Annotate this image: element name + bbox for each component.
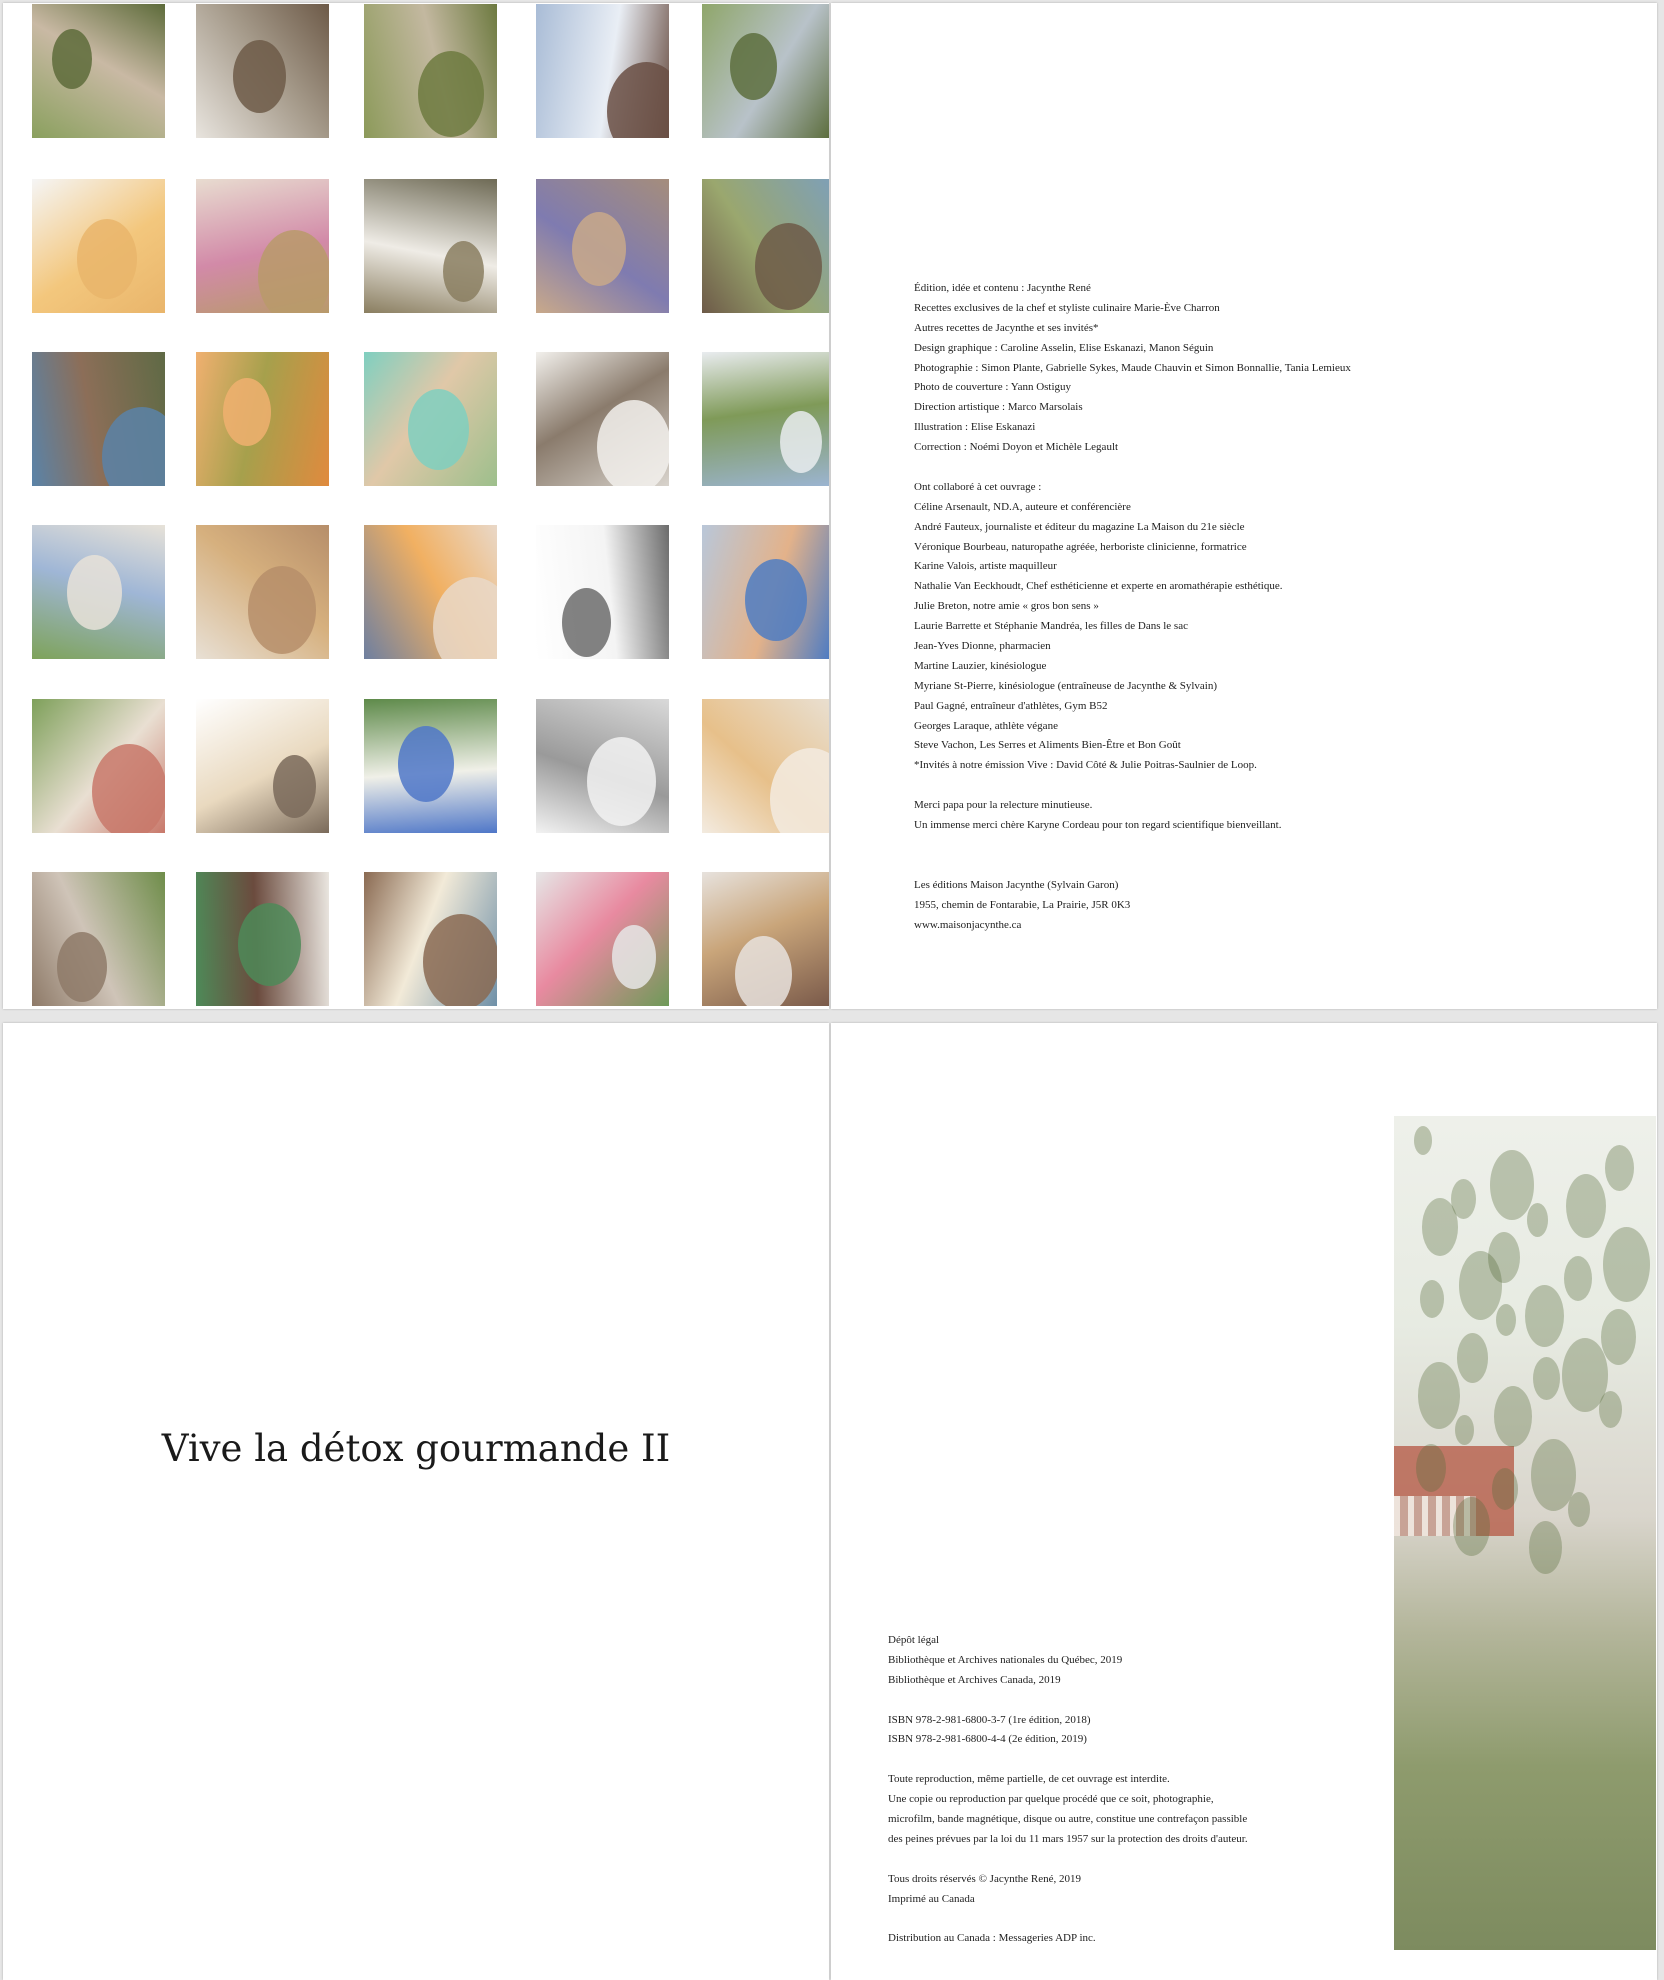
foliage-blob xyxy=(1494,1386,1532,1447)
photo-subject xyxy=(755,223,822,310)
photo-woman-picking-flowers xyxy=(364,4,497,138)
photo-chickens xyxy=(364,179,497,313)
collaborator-line: Georges Laraque, athlète végane xyxy=(914,719,1058,732)
foliage-blob xyxy=(1568,1492,1590,1527)
photo-subject xyxy=(92,744,165,833)
photo-subject xyxy=(223,378,271,446)
foliage-blob xyxy=(1459,1251,1502,1320)
photo-mirror-interior xyxy=(196,4,329,138)
depot-heading: Dépôt légal xyxy=(888,1634,940,1646)
photo-winter-sunset xyxy=(364,525,497,659)
photo-woman-with-sheep xyxy=(32,525,165,659)
collaborator-line: Laurie Barrette et Stéphanie Mandréa, les filles de Dans le sac xyxy=(914,620,1188,633)
photo-wildflowers xyxy=(364,699,497,833)
credits-block xyxy=(914,279,1634,935)
foliage-blob xyxy=(1533,1357,1560,1400)
photo-tray-of-petals xyxy=(196,179,329,313)
photo-wooden-blocks xyxy=(702,872,829,1006)
publisher-block xyxy=(914,876,1634,936)
foliage-blob xyxy=(1422,1198,1458,1256)
thanks-line: Merci papa pour la relecture minutieuse. xyxy=(914,799,1093,812)
photo-subject xyxy=(572,212,626,286)
title-page xyxy=(3,1023,829,1980)
book-title: Vive la détox gourmande II xyxy=(161,1427,671,1470)
collaborator-line: Karine Valois, artiste maquilleur xyxy=(914,560,1057,573)
photo-heart-on-door xyxy=(364,872,497,1006)
photo-subject xyxy=(730,33,777,100)
credits-list xyxy=(914,279,1634,458)
photo-subject xyxy=(258,230,329,313)
photo-subject xyxy=(57,932,107,1002)
photo-rose-pruning xyxy=(536,872,669,1006)
collaborator-line: Véronique Bourbeau, naturopathe agréée, herboriste clinicienne, formatrice xyxy=(914,540,1247,553)
credits-page xyxy=(831,3,1657,1009)
collaborator-line: Steve Vachon, Les Serres et Aliments Bien-Être et Bon Goût xyxy=(914,739,1181,752)
credit-line: Direction artistique : Marco Marsolais xyxy=(914,401,1083,414)
photo-envelope xyxy=(32,179,165,313)
photo-woman-hugging-dog xyxy=(364,352,497,486)
photo-book-cover xyxy=(196,699,329,833)
photo-subject xyxy=(780,411,822,473)
collaborators-list xyxy=(914,498,1634,776)
rights-line: microfilm, bande magnétique, disque ou autre, constitue une contrefaçon passible xyxy=(888,1813,1248,1826)
collaborator-line: Myriane St-Pierre, kinésiologue (entraîneuse de Jacynthe & Sylvain) xyxy=(914,679,1218,692)
rights-line: des peines prévues par la loi du 11 mars 1957 sur la protection des droits d'auteur. xyxy=(888,1832,1248,1845)
photo-subject xyxy=(52,29,92,89)
credit-line: Photographie : Simon Plante, Gabrielle Sykes, Maude Chauvin et Simon Bonnallie, Tania Lemieux xyxy=(914,361,1351,374)
photo-wood-oven xyxy=(32,352,165,486)
foliage-blob xyxy=(1457,1333,1488,1383)
photo-woman-carrying-basket xyxy=(32,699,165,833)
foliage-blob xyxy=(1605,1145,1634,1191)
photo-subject xyxy=(248,566,316,654)
publisher-address: 1955, chemin de Fontarabie, La Prairie, J5R 0K3 xyxy=(914,898,1131,911)
collaborator-line: Nathalie Van Eeckhoudt, Chef esthéticienne et experte en aromathérapie esthétique. xyxy=(914,580,1283,593)
photo-grid-page xyxy=(3,3,829,1009)
foliage-blob xyxy=(1414,1126,1432,1155)
legal-block xyxy=(888,1631,1328,1949)
photo-field-dog xyxy=(702,352,829,486)
collaborator-line: Paul Gagné, entraîneur d'athlètes, Gym B52 xyxy=(914,699,1108,712)
credit-line: Design graphique : Caroline Asselin, Elise Eskanazi, Manon Séguin xyxy=(914,341,1214,354)
photo-subject xyxy=(273,755,316,818)
photo-subject xyxy=(607,62,669,138)
thanks-line: Un immense merci chère Karyne Cordeau pour ton regard scientifique bienveillant. xyxy=(914,819,1282,832)
photo-subject xyxy=(735,936,792,1006)
photo-subject xyxy=(587,737,656,826)
photo-subject xyxy=(238,903,301,986)
collaborator-line: André Fauteux, journaliste et éditeur du magazine La Maison du 21e siècle xyxy=(914,520,1245,533)
rights-line: Une copie ou reproduction par quelque procédé que ce soit, photographie, xyxy=(888,1793,1214,1806)
photo-subject xyxy=(233,40,286,113)
foliage-blob xyxy=(1527,1203,1548,1237)
photo-subject xyxy=(443,241,484,302)
photo-woman-blonde-hair xyxy=(196,525,329,659)
collaborator-line: Julie Breton, notre amie « gros bon sens » xyxy=(914,600,1099,613)
thanks-block xyxy=(914,796,1634,836)
photo-subject xyxy=(408,389,469,470)
credit-line: Édition, idée et contenu : Jacynthe René xyxy=(914,282,1091,294)
foliage-blob xyxy=(1455,1415,1474,1445)
photo-subject xyxy=(433,577,497,659)
foliage-blob xyxy=(1601,1309,1636,1365)
isbn-line: ISBN 978-2-981-6800-3-7 (1re édition, 2018) xyxy=(888,1713,1091,1726)
foliage-blob xyxy=(1418,1362,1460,1429)
collaborator-line: *Invités à notre émission Vive : David Côté & Julie Poitras-Saulnier de Loop. xyxy=(914,759,1257,772)
printed-in-line: Imprimé au Canada xyxy=(888,1892,975,1905)
photo-dried-flowers-tray xyxy=(536,179,669,313)
foliage-blob xyxy=(1529,1521,1562,1574)
foliage-blob xyxy=(1566,1174,1606,1238)
foliage-blob xyxy=(1453,1497,1490,1556)
credit-line: Correction : Noémi Doyon et Michèle Legault xyxy=(914,441,1119,454)
credit-line: Illustration : Elise Eskanazi xyxy=(914,421,1036,434)
depot-line: Bibliothèque et Archives Canada, 2019 xyxy=(888,1673,1061,1686)
copyright-line: Tous droits réservés © Jacynthe René, 2019 xyxy=(888,1872,1082,1885)
collaborators-heading: Ont collaboré à cet ouvrage : xyxy=(914,480,1042,493)
isbn-line: ISBN 978-2-981-6800-4-4 (2e édition, 2019) xyxy=(888,1733,1087,1746)
distribution-line: Distribution au Canada : Messageries ADP inc. xyxy=(888,1932,1096,1945)
photo-notepad xyxy=(536,525,669,659)
publisher-website[interactable]: www.maisonjacynthe.ca xyxy=(914,918,1022,931)
photo-subject xyxy=(745,559,807,641)
birch-tree-photo xyxy=(1394,1116,1656,1950)
collaborator-line: Jean-Yves Dionne, pharmacien xyxy=(914,640,1051,653)
credit-line: Autres recettes de Jacynthe et ses invités* xyxy=(914,321,1099,334)
legal-page xyxy=(831,1023,1657,1980)
rights-line: Toute reproduction, même partielle, de cet ouvrage est interdite. xyxy=(888,1773,1170,1786)
photo-family-field xyxy=(702,4,829,138)
foliage-blob xyxy=(1490,1150,1534,1220)
photo-child-with-flower xyxy=(702,525,829,659)
photo-snowy-house-dog xyxy=(536,4,669,138)
foliage-blob xyxy=(1525,1285,1564,1347)
foliage-blob xyxy=(1492,1468,1518,1510)
photo-subject xyxy=(612,925,656,989)
photo-mother-daughter-tree xyxy=(32,4,165,138)
foliage-blob xyxy=(1420,1280,1444,1318)
photo-subject xyxy=(67,555,122,630)
foliage-blob xyxy=(1599,1391,1622,1428)
photo-subject xyxy=(102,407,165,486)
foliage-blob xyxy=(1564,1256,1592,1301)
photo-goat xyxy=(32,872,165,1006)
foliage-blob xyxy=(1603,1227,1650,1302)
photo-subject xyxy=(423,914,497,1006)
photo-family-sofa xyxy=(196,872,329,1006)
photo-orange-lilies xyxy=(196,352,329,486)
photo-subject xyxy=(597,400,669,486)
credit-line: Recettes exclusives de la chef et styliste culinaire Marie-Ève Charron xyxy=(914,301,1220,314)
foliage-blob xyxy=(1416,1444,1446,1492)
foliage-blob xyxy=(1496,1304,1516,1336)
photo-subject xyxy=(418,51,484,137)
photo-subject xyxy=(77,219,137,299)
credit-line: Photo de couverture : Yann Ostiguy xyxy=(914,381,1072,394)
collaborator-line: Céline Arsenault, ND.A, auteure et conférencière xyxy=(914,500,1131,513)
photo-subject xyxy=(770,748,829,833)
collaborator-line: Martine Lauzier, kinésiologue xyxy=(914,659,1047,672)
photo-mother-child-laughing xyxy=(702,699,829,833)
photo-subject xyxy=(398,726,454,802)
photo-subject xyxy=(562,588,611,657)
photo-family-outdoors xyxy=(702,179,829,313)
publisher-name: Les éditions Maison Jacynthe (Sylvain Garon) xyxy=(914,878,1119,891)
photo-woman-pantry xyxy=(536,352,669,486)
depot-line: Bibliothèque et Archives nationales du Québec, 2019 xyxy=(888,1653,1123,1666)
photo-woman-horse-bw xyxy=(536,699,669,833)
